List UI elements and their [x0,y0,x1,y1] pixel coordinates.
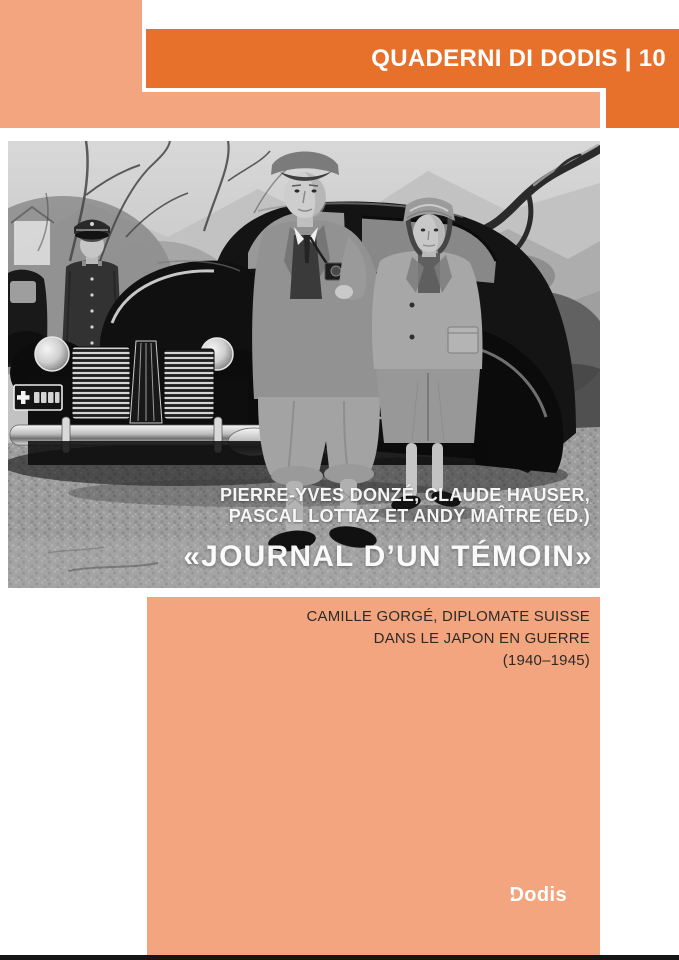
footer-black-bar [0,955,679,960]
car-headlight-left [35,337,69,371]
subtitle-line-2: DANS LE JAPON EN GUERRE [373,630,590,647]
car-grille [72,341,214,423]
dodis-logo-text: Dodis [509,884,567,906]
series-title: QUADERNI DI DODIS | 10 [371,45,666,72]
lower-panel [147,597,600,955]
man-knickerbockers [258,397,380,477]
dodis-logo [509,884,567,907]
book-title: «JOURNAL D’UN TÉMOIN» [183,540,593,573]
author-line-2: PASCAL LOTTAZ ET ANDY MAÎTRE (ÉD.) [228,506,590,526]
header-right-accent-block [606,88,679,128]
authors-overlay [220,485,590,527]
series-header-bar [146,29,679,88]
subtitle-block [307,606,591,672]
author-line-1: PIERRE-YVES DONZÉ, CLAUDE HAUSER, [220,485,590,505]
subtitle-line-3: (1940–1945) [502,652,590,669]
top-accent-band [0,92,600,128]
dodis-logo-notch [508,892,514,900]
cover-photo [8,141,600,588]
subtitle-line-1: CAMILLE GORGÉ, DIPLOMATE SUISSE [306,608,590,625]
swiss-plate [14,385,62,410]
